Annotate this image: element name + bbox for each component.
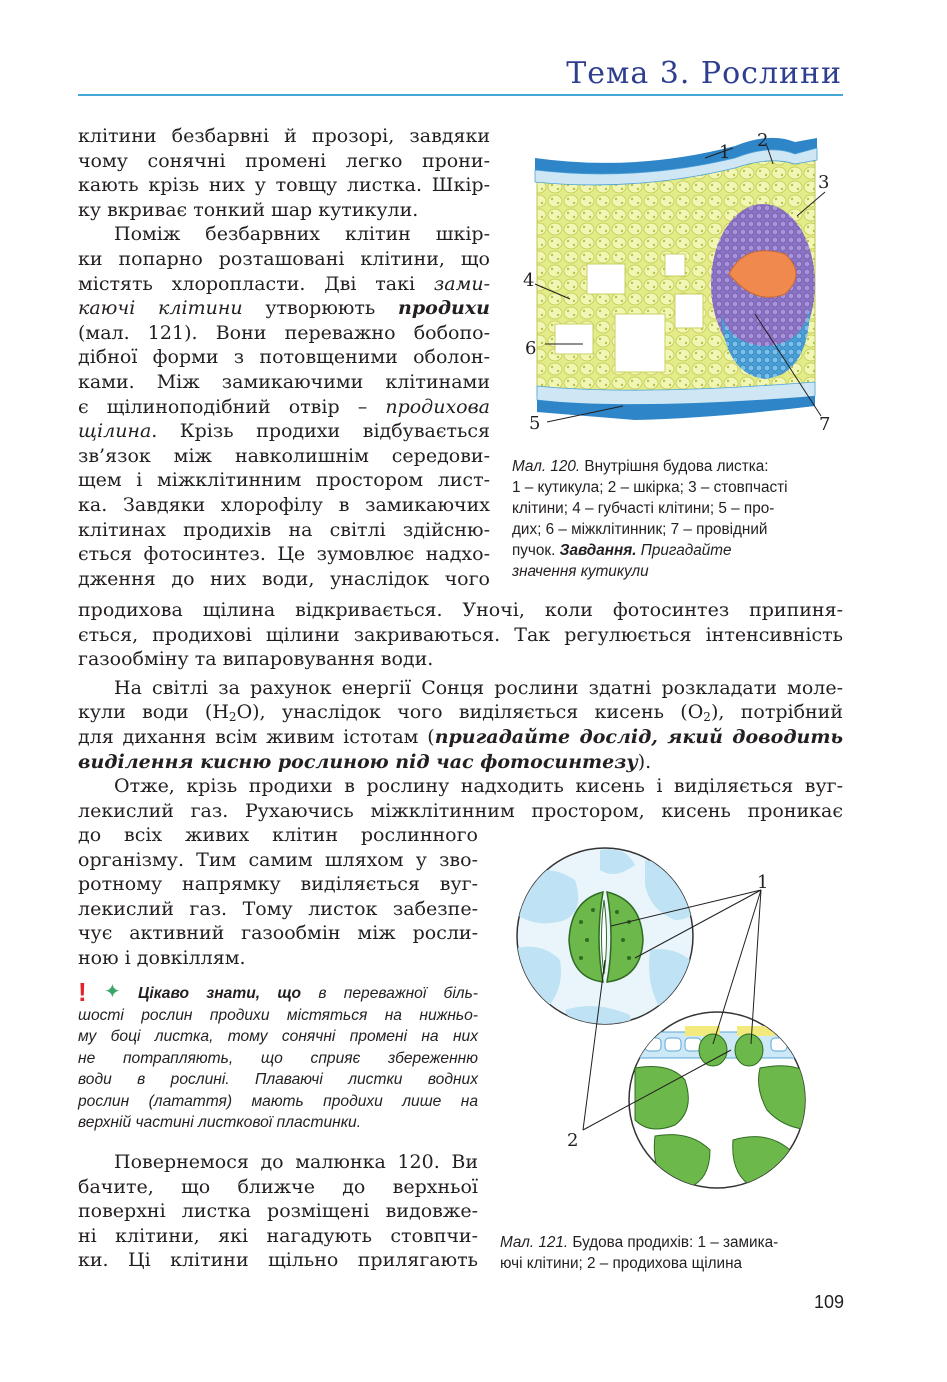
fig120-label-6: 6: [525, 338, 537, 359]
fig120-label-7: 7: [819, 414, 831, 435]
text-line: ється, продихові щілини закриваються. Так регулюється інтенсивність: [78, 623, 843, 646]
figure-120-caption: Мал. 120. Внутрішня будова листка: 1 – кутикула; 2 – шкірка; 3 – стовпчасті клітини; 4 – губчасті клітини; 5 – про- дих; 6 – міжклітинник; 7 – провідний пучок. Завдання. Пригадайте значення кутикули: [512, 458, 788, 580]
text-line: ною і довкіллям.: [78, 946, 246, 969]
text-line: каючі клітини утворюють продихи: [78, 297, 490, 320]
text-line: кули води $(H_2O)$, унаслідок чого виділяється кисень $(O_2)$, потрібний: [78, 701, 843, 725]
text-line: лекислий газ. Тому листок забезпе-: [78, 897, 478, 920]
text-line: Поміж безбарвних клітин шкір-: [114, 223, 490, 246]
text-line: продихова щілина відкривається. Уночі, коли фотосинтез припиня-: [78, 599, 843, 621]
fig120-label-2: 2: [757, 130, 769, 151]
text-line: кають крізь них у товщу листка. Шкір-: [78, 174, 490, 197]
text-line: містять хлоропласти. Дві такі зами-: [78, 272, 490, 295]
text-line: газообміну та випаровування води.: [78, 648, 434, 671]
fig120-label-3: 3: [818, 172, 830, 193]
fig121-label-2: 2: [567, 1130, 579, 1151]
text-line: чує активний газообмін між росли-: [78, 922, 478, 945]
text-column-top: [78, 124, 490, 591]
text-line: дібної форми з потовщеними оболон-: [78, 346, 490, 369]
text-line: На світлі за рахунок енергії Сонця рослини здатні розкладати моле-: [114, 676, 843, 699]
text-line: до всіх живих клітин рослинного: [78, 824, 478, 846]
figure-121-caption: Мал. 121. Будова продихів: 1 – замика- ючі клітини; 2 – продихова щілина: [500, 1234, 779, 1272]
page-number: 109: [813, 1292, 844, 1312]
fig121-label-1: 1: [757, 872, 769, 893]
text-line: ку вкриває тонкий шар кутикули.: [78, 198, 419, 221]
fig120-label-4: 4: [523, 270, 535, 291]
figure-121-stomata: [505, 840, 845, 1230]
figure-120-leaf-section: [515, 124, 845, 444]
text-column-bottom: [78, 1150, 478, 1273]
text-line: виділення кисню рослиною під час фотосинтезу).: [78, 750, 652, 773]
text-line: ками. Між замикаючими клітинами: [78, 370, 490, 393]
interesting-fact-note: ! ✦ Цікаво знати, що в переважної біль- шості рослин продихи містяться на нижньо- му боці листка, тому сонячні промені на них не потрапляють, що сприяє збереженню води в рослині. Плаваючі листки водних рослин (латаття) мають продихи лише на верхній частині листкової пластинки.: [78, 977, 478, 1131]
text-line: поверхні листка розміщені видовже-: [78, 1200, 478, 1223]
fig120-label-5: 5: [529, 413, 541, 434]
text-line: зв’язок між навколишнім середови-: [78, 444, 490, 467]
star-icon: ✦: [103, 981, 121, 1003]
text-line: організму. Тим самим шляхом у зво-: [78, 848, 478, 871]
text-line: ки попарно розташовані клітини, що: [78, 247, 490, 270]
text-line: щілина. Крізь продихи відбувається: [78, 420, 490, 443]
text-full-width: [78, 598, 843, 823]
header-rule: [78, 94, 843, 96]
text-line: клітинах продихів на світлі здійсню-: [78, 518, 490, 541]
text-line: щем і міжклітинним простором лист-: [78, 469, 490, 492]
text-line: ні клітини, які нагадують стовпчи-: [78, 1224, 478, 1247]
text-line: клітини безбарвні й прозорі, завдяки: [78, 125, 490, 147]
fig120-label-1: 1: [719, 142, 731, 163]
text-line: бачите, що ближче до верхньої: [78, 1175, 478, 1198]
text-column-lower: [78, 823, 478, 971]
text-line: чому сонячні промені легко прони-: [78, 149, 490, 172]
text-line: (мал. 121). Вони переважно бобопо-: [78, 321, 490, 344]
chapter-header: Тема 3. Рослини: [566, 56, 842, 91]
text-line: Повернемося до малюнка 120. Ви: [114, 1151, 478, 1173]
text-line: Отже, крізь продихи в рослину надходить кисень і виділяється вуг-: [114, 775, 843, 798]
text-line: ротному напрямку виділяється вуг-: [78, 873, 478, 896]
text-line: дження до них води, унаслідок чого: [78, 567, 490, 590]
text-line: лекислий газ. Рухаючись міжклітинним простором, кисень проникає: [78, 799, 843, 822]
text-line: є щілиноподібний отвір – продихова: [78, 395, 490, 418]
text-line: ки. Ці клітини щільно прилягають: [78, 1249, 478, 1272]
exclamation-icon: !: [78, 977, 87, 1007]
text-line: ється фотосинтез. Це зумовлює надхо-: [78, 543, 490, 566]
text-line: для дихання всім живим істотам (пригадайте дослід, який доводить: [78, 725, 843, 748]
text-line: ка. Завдяки хлорофілу в замикаючих: [78, 493, 490, 516]
